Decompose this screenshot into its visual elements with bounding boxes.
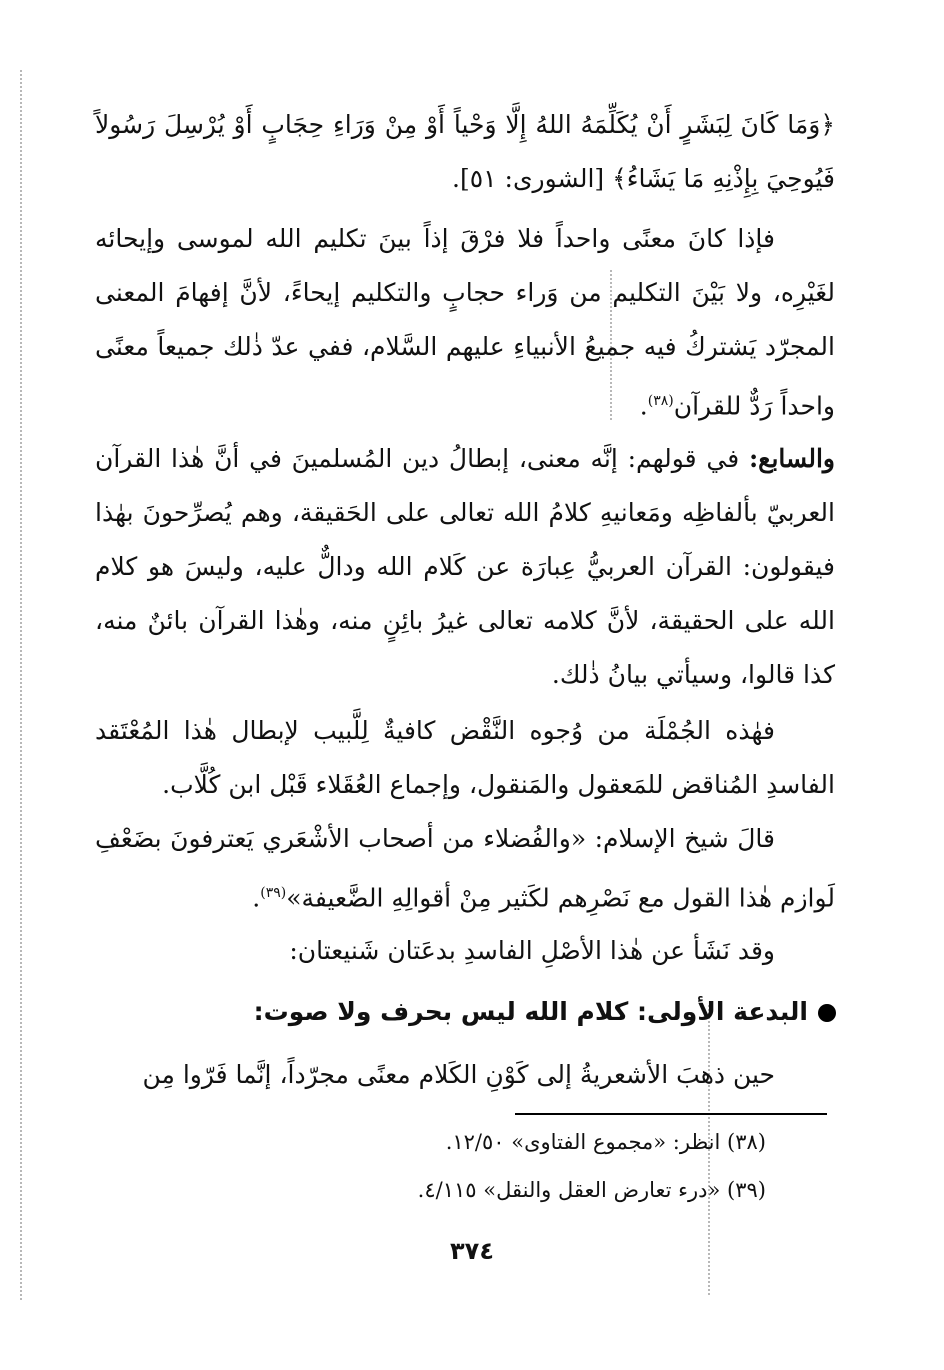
- wahy-argument-text: فإذا كانَ معنًى واحداً فلا فرْقَ إذاً بينَ تكليم الله لموسى وإيحائه لغَيْرِه، ولا بَيْنَ التكليم من وَراء حجابٍ والتكليم إيحاءً، لأنَّ إفهامَ المعنى المجرّد يَشتركُ فيه جميعُ الأنبياءِ عليهم السَّلام، ففي عدّ ذٰلك جميعاً معنًى واحداً رَدٌّ للقرآن: [95, 224, 835, 421]
- footnote-38: (٣٨) انظر: «مجموع الفتاوى» ١٢/٥٠.: [445, 1130, 766, 1154]
- seventh-point-lead: والسابع:: [748, 444, 835, 473]
- footnote-39: (٣٩) «درء تعارض العقل والنقل» ٤/١١٥.: [417, 1178, 766, 1202]
- last-line-paragraph: حين ذهبَ الأشعريةُ إلى كَوْنِ الكَلام معنًى مجرّداً، إنَّما فَرّوا مِن: [142, 1060, 775, 1089]
- footnote-ref-38: (٣٨): [647, 393, 674, 409]
- ibn-taymiyyah-quote-paragraph: قالَ شيخ الإسلام: «والفُضلاء من أصحاب الأشْعَري يَعترفونَ بضَعْفِ لَوازم هٰذا القول مع نَصْرِهم لكَثير مِنْ أقوالِهِ الضَّعيفة»$^{(٣٩)}$.: [95, 824, 835, 913]
- two-innovations-line: وقد نَشَأ عن هٰذا الأصْلِ الفاسدِ بدعَتان شَنيعتان:: [289, 936, 775, 965]
- section-heading-text: البدعة الأولى: كلام الله ليس بحرف ولا صوت:: [253, 997, 808, 1026]
- quran-verse-paragraph: ﴿وَمَا كَانَ لِبَشَرٍ أَنْ يُكَلِّمَهُ اللهُ إِلَّا وَحْياً أَوْ مِنْ وَرَاءِ حِجَابٍ أَوْ يُرْسِلَ رَسُولاً فَيُوحِيَ بِإِذْنِهِ مَا يَشَاءُ﴾ [الشورى: ٥١].: [95, 110, 835, 193]
- page-number: ٣٧٤: [450, 1237, 494, 1265]
- footnote-divider: [515, 1113, 827, 1115]
- quote-text: قالَ شيخ الإسلام: «والفُضلاء من أصحاب الأشْعَري يَعترفونَ بضَعْفِ لَوازم هٰذا القول مع نَصْرِهم لكَثير مِنْ أقوالِهِ الضَّعيفة»: [95, 824, 835, 913]
- section-heading: [96, 988, 836, 1036]
- scan-artifact-line: [20, 70, 22, 1300]
- footnote-ref-39: (٣٩): [260, 885, 287, 901]
- bullet-icon: [818, 1004, 836, 1022]
- seventh-point-paragraph: [95, 432, 835, 702]
- conclusion-paragraph: فهٰذه الجُمْلَة من وُجوه النَّقْض كافيةٌ لِلَّبيب لإبطال هٰذا المُعْتَقد الفاسدِ المُناقض للمَعقول والمَنقول، وإجماع العُقَلاء قَبْل ابن كُلَّاب.: [95, 716, 835, 799]
- wahy-argument-paragraph: فإذا كانَ معنًى واحداً فلا فرْقَ إذاً بينَ تكليم الله لموسى وإيحائه لغَيْرِه، ولا بَيْنَ التكليم من وَراء حجابٍ والتكليم إيحاءً، لأنَّ إفهامَ المعنى المجرّد يَشتركُ فيه جميعُ الأنبياءِ عليهم السَّلام، ففي عدّ ذٰلك جميعاً معنًى واحداً رَدٌّ للقرآن$^{(٣٨)}$.: [95, 224, 835, 421]
- seventh-point-text: في قولهم: إنَّه معنى، إبطالُ دين المُسلمينَ في أنَّ هٰذا القرآن العربيّ بألفاظِه ومَعانيهِ كلامُ الله تعالى على الحَقيقة، وهم يُصرِّحونَ بهٰذا فيقولون: القرآن العربيُّ عِبارَة عن كَلام الله ودالٌّ عليه، وليسَ هو كلام الله على الحقيقة، لأنَّ كلامه تعالى غيرُ بائِنٍ منه، وهٰذا القرآن بائنٌ منه، كذا قالوا، وسيأتي بيانُ ذٰلك.: [95, 444, 835, 689]
